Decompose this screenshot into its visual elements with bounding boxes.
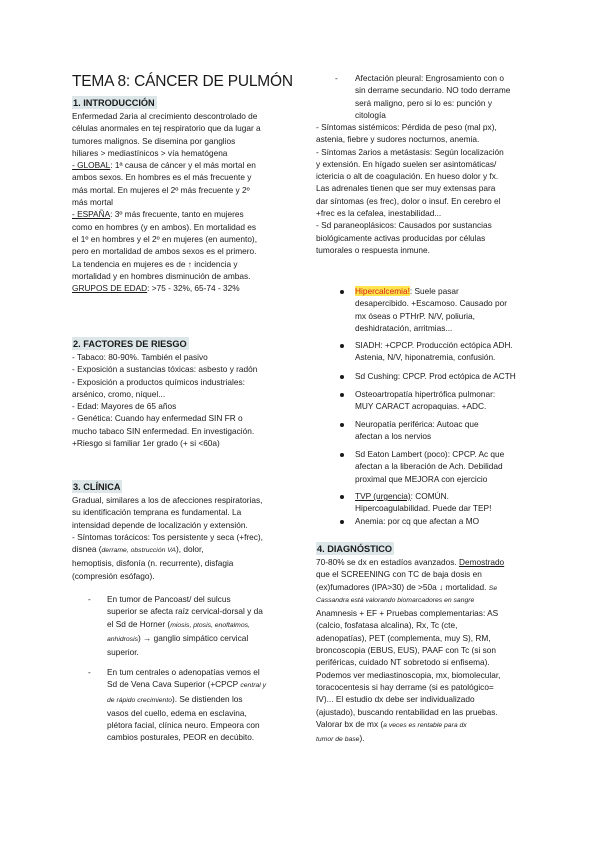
bullet-icon [340,495,344,499]
bullet-icon [340,453,344,457]
hipercalcemia-item: Hipercalcemia!: Suele pasar desapercibido. +Escamoso. Causado por mx óseas o PTHrP. N/V, poliuria, deshidratación, arritmias... [355,286,507,333]
risk-factors-list: - Tabaco: 80-90%. También el pasivo - Exposición a sustancias tóxicas: asbesto y radón - Exposición a productos químicos industriales: arsénico, cromo, níquel... - Edad: Mayores de 65 años - Genética: Cuando hay enfermedad SIN FR o mucho tabaco SIN enfermedad. En investigación. +Riesgo si familiar 1er grado (+ si <60a) [72,352,258,449]
vena-cava-paragraph: En tum centrales o adenopatías vemos el Sd de Vena Cava Superior (+CPCP central y de rápido crecimiento). Se distienden los vasos del cuello, edema en esclavina, plétora facial, clínica neuro. Empeora con cambios posturales, PEOR en decúbito. [107,667,267,743]
pleural-paragraph: Afectación pleural: Engrosamiento con o sin derrame secundario. NO todo derrame será maligno, pero si lo es: punción y citología [355,73,511,120]
bullet-icon [340,393,344,397]
cushing-item: Sd Cushing: CPCP. Prod ectópica de ACTH [355,371,516,381]
section-heading-clinica: 3. CLÍNICA [73,482,121,492]
section-heading-introduccion: 1. INTRODUCCIÓN [73,98,155,108]
sintomas-paragraph: - Síntomas sistémicos: Pérdida de peso (mal px), astenia, fiebre y sudores nocturnos, anemia. - Síntomas 2arios a metástasis: Según localización y extensión. En hígado suelen ser asintomáticas/ ictericia o alt de coagulación. En hueso dolor y fx. Las adrenales tienen que ser muy extensas para dar síntomas (es frec), dolor o insuf. En cerebro el +frec es la cefalea, inestabilidad... - Sd paraneoplásicos: Causados por sustancias biológicamente activas producidas por células tumorales o respuesta inmune. [316,122,504,255]
clinica-paragraph: Gradual, similares a los de afecciones respiratorias, su identificación temprana es fundamental. La intensidad depende de localización y extensión. - Síntomas torácicos: Tos persistente y seca (+frec), disnea (derrame, obstrucción VA), dolor, hemoptisis, disfonía (n. recurrente), disfagia (compresión esófago). [72,495,263,581]
pancoast-paragraph: En tumor de Pancoast/ del sulcus superior se afecta raíz cervical-dorsal y da el Sd de Horner (miosis, ptosis, enoftalmos, anhidrosis) → ganglio simpático cervical superior. [107,594,263,658]
diagnostico-paragraph: 70-80% se dx en estadíos avanzados. Demostrado que el SCREENING con TC de baja dosis en (ex)fumadores (IPA>30) de >50a ↓ mortalidad. Se Cassandra está valorando biomarcadores en sangre Anamnesis + EF + Pruebas complementarias: AS (calcio, fosfatasa alcalina), Rx, Tc (cte, adenopatías), PET (complementa, muy S), RM, broncoscopia (EBUS, EUS), PAAF con Tc (si son periféricas, cuidado NT sobretodo si enfisema). Podemos ver mediastinoscopia, mx, biomolecular, toracocentesis si hay derrame (si es patológico= IV)... El estudio dx debe ser individualizado (ajustado), buscando rentabilidad en las pruebas. Valorar bx de mx (a veces es rentable para dx tumor de base). [316,557,505,744]
intro-paragraph: Enfermedad 2aria al crecimiento descontrolado de células anormales en tej respiratorio que da lugar a tumores malignos. Se disemina por ganglios hiliares > mediastínicos > vía hematógena - GLOBAL: 1ª causa de cáncer y el más mortal en ambos sexos. En hombres es el más frecuente y más mortal. En mujeres el 2º más frecuente y 2º más mortal - ESPAÑA: 3º más frecuente, tanto en mujeres como en hombres (y en ambos). En mortalidad es el 1º en hombres y el 2º en mujeres (en aumento), pero en mortalidad de ambos sexos es el primero. La tendencia en mujeres es de ↑ incidencia y mortalidad y en hombres disminución de ambas. GRUPOS DE EDAD: >75 - 32%, 65-74 - 32% [72,111,261,294]
siadh-item: SIADH: +CPCP. Producción ectópica ADH. Astenia, N/V, hiponatremia, confusión. [355,340,513,363]
anemia-item: Anemia: por cq que afectan a MO [355,516,480,526]
dash-marker: - [88,594,91,604]
page-title: TEMA 8: CÁNCER DE PULMÓN [72,73,293,90]
section-heading-diagnostico: 4. DIAGNÓSTICO [317,544,393,554]
dash-marker: - [88,667,91,677]
neuropatia-item: Neuropatía periférica: Autoac que afectan a los nervios [355,419,479,442]
tvp-item: TVP (urgencia): COMÚN. Hipercoagulabilidad. Puede dar TEP! [355,491,492,514]
bullet-icon [340,520,344,524]
eaton-lambert-item: Sd Eaton Lambert (poco): CPCP. Ac que afectan a la liberación de Ach. Debilidad proximal que MEJORA con ejercicio [355,449,505,484]
bullet-icon [340,375,344,379]
dash-marker: - [335,73,338,83]
bullet-icon [340,344,344,348]
section-heading-factores: 2. FACTORES DE RIESGO [73,339,187,349]
bullet-icon [340,290,344,294]
osteoartropatia-item: Osteoartropatía hipertrófica pulmonar: MUY CARACT acropaquias. +ADC. [355,389,496,412]
bullet-icon [340,423,344,427]
